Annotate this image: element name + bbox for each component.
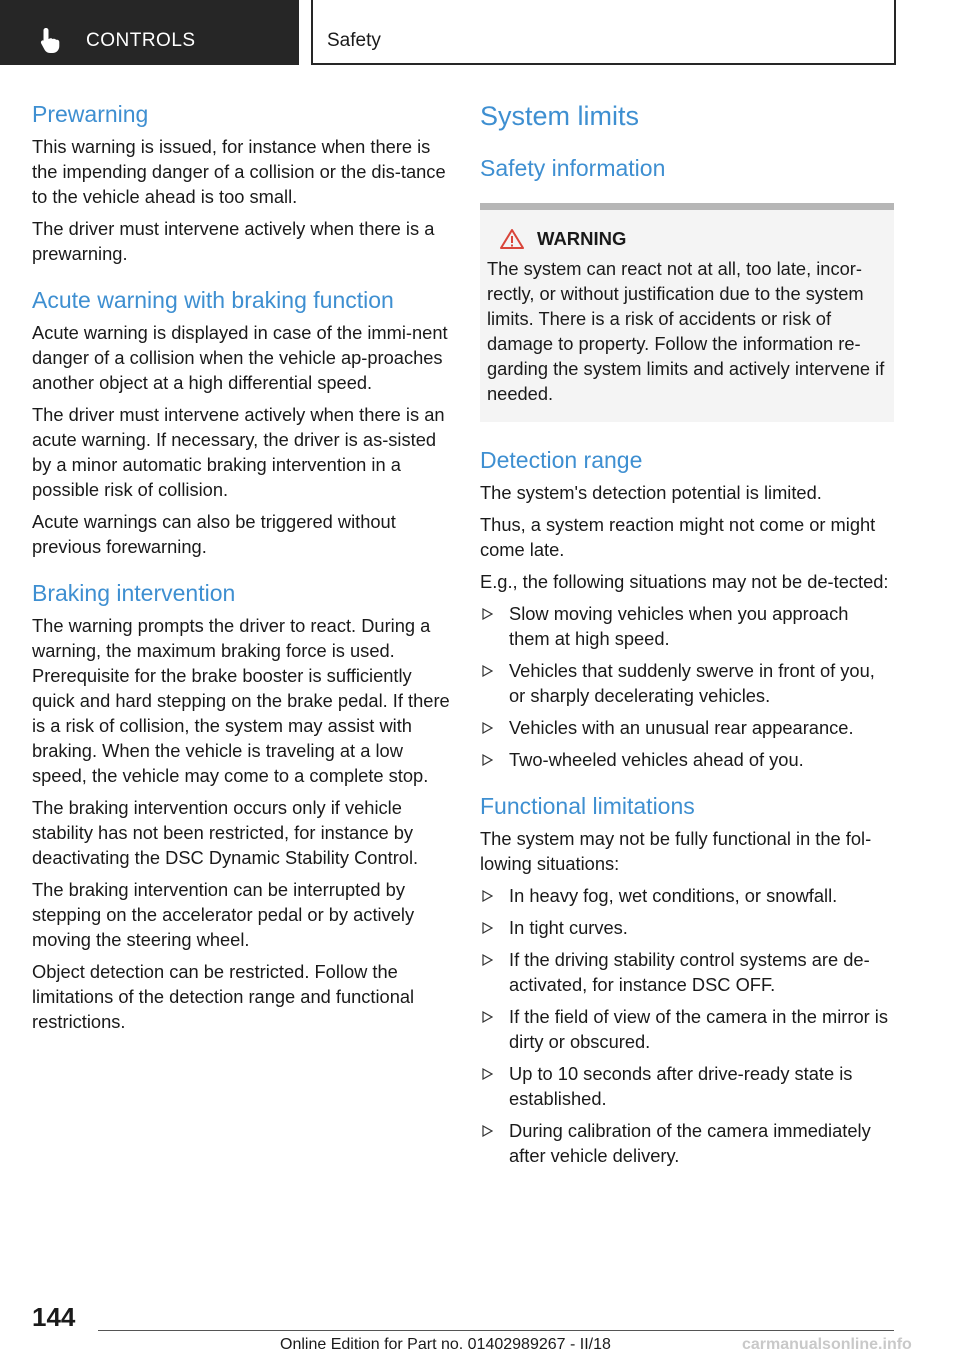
- section-label: CONTROLS: [86, 30, 196, 51]
- hand-pointer-icon: [38, 26, 68, 54]
- chapter-label: Safety: [327, 30, 381, 51]
- bullet-triangle-icon: [482, 890, 493, 902]
- bullet-triangle-icon: [482, 665, 493, 677]
- warning-triangle-icon: [499, 228, 525, 250]
- warning-title: WARNING: [537, 228, 627, 249]
- detection-paragraph: The system's detection potential is limited.: [480, 482, 822, 503]
- braking-paragraph: The warning prompts the driver to react. During a warning, the maximum braking force is used. Prerequisite for the brake booster is sufficiently quick and hard stepping on the brake pedal. If there is a risk of collision, the system may assist with braking. When the vehicle is traveling at a low speed, the vehicle may come to a complete stop.: [32, 615, 450, 786]
- right-column: [480, 100, 894, 1175]
- list-item: If the driving stability control systems are de‐activated, for instance DSC OFF.: [480, 947, 894, 997]
- list-item: Up to 10 seconds after drive-ready state is established.: [480, 1061, 894, 1111]
- detection-range-heading: Detection range: [480, 447, 643, 473]
- edition-text: Online Edition for Part no. 01402989267 - II/18: [280, 1336, 611, 1353]
- bullet-triangle-icon: [482, 1011, 493, 1023]
- prewarning-paragraph: The driver must intervene actively when there is a prewarning.: [32, 218, 435, 264]
- bullet-triangle-icon: [482, 1125, 493, 1137]
- chapter-tab: [311, 0, 896, 65]
- braking-paragraph: The braking intervention can be interrupted by stepping on the accelerator pedal or by actively moving the steering wheel.: [32, 879, 415, 950]
- watermark[interactable]: carmanualsonline.info: [742, 1336, 912, 1353]
- bullet-triangle-icon: [482, 608, 493, 620]
- left-column: [32, 100, 450, 1041]
- bullet-triangle-icon: [482, 922, 493, 934]
- functional-list: [480, 883, 894, 1168]
- prewarning-heading: Prewarning: [32, 101, 149, 127]
- bullet-triangle-icon: [482, 722, 493, 734]
- functional-paragraph: The system may not be fully functional in the fol‐lowing situations:: [480, 828, 872, 874]
- acute-warning-paragraph: Acute warning is displayed in case of the immi‐nent danger of a collision when the vehicle ap‐proaches another object at a high differential speed.: [32, 322, 448, 393]
- bullet-triangle-icon: [482, 954, 493, 966]
- warning-header: [487, 228, 886, 250]
- list-item: In tight curves.: [480, 915, 894, 940]
- braking-paragraph: The braking intervention occurs only if vehicle stability has not been restricted, for instance by deactivating the DSC Dynamic Stability Control.: [32, 797, 419, 868]
- bullet-triangle-icon: [482, 1068, 493, 1080]
- warning-box: [480, 203, 894, 422]
- bullet-triangle-icon: [482, 754, 493, 766]
- warning-text: The system can react not at all, too late, incor‐rectly, or without justification due to the system limits. There is a risk of accidents or risk of damage to property. Follow the information re‐garding the system limits and actively intervene if needed.: [487, 258, 885, 404]
- acute-warning-paragraph: The driver must intervene actively when there is an acute warning. If necessary, the driver is as‐sisted by a minor automatic braking intervention in a possible risk of collision.: [32, 404, 445, 500]
- list-item: Slow moving vehicles when you approach them at high speed.: [480, 601, 894, 651]
- acute-warning-paragraph: Acute warnings can also be triggered without previous forewarning.: [32, 511, 396, 557]
- system-limits-heading: System limits: [480, 101, 640, 131]
- list-item: Vehicles that suddenly swerve in front of you, or sharply decelerating vehicles.: [480, 658, 894, 708]
- functional-limitations-heading: Functional limitations: [480, 793, 695, 819]
- acute-warning-heading: Acute warning with braking function: [32, 287, 394, 313]
- detection-paragraph: E.g., the following situations may not be de‐tected:: [480, 571, 889, 592]
- page-number: 144: [32, 1302, 76, 1332]
- list-item: In heavy fog, wet conditions, or snowfall.: [480, 883, 894, 908]
- list-item: If the field of view of the camera in the mirror is dirty or obscured.: [480, 1004, 894, 1054]
- safety-information-heading: Safety information: [480, 155, 666, 181]
- list-item: Vehicles with an unusual rear appearance.: [480, 715, 894, 740]
- prewarning-paragraph: This warning is issued, for instance when there is the impending danger of a collision or the dis‐tance to the vehicle ahead is too small.: [32, 136, 446, 207]
- braking-intervention-heading: Braking intervention: [32, 580, 236, 606]
- detection-paragraph: Thus, a system reaction might not come or might come late.: [480, 514, 876, 560]
- footer-divider: [98, 1330, 894, 1331]
- braking-paragraph: Object detection can be restricted. Follow the limitations of the detection range and functional restrictions.: [32, 961, 415, 1032]
- list-item: During calibration of the camera immediately after vehicle delivery.: [480, 1118, 894, 1168]
- section-tab: [0, 0, 299, 65]
- detection-list: [480, 601, 894, 772]
- list-item: Two-wheeled vehicles ahead of you.: [480, 747, 894, 772]
